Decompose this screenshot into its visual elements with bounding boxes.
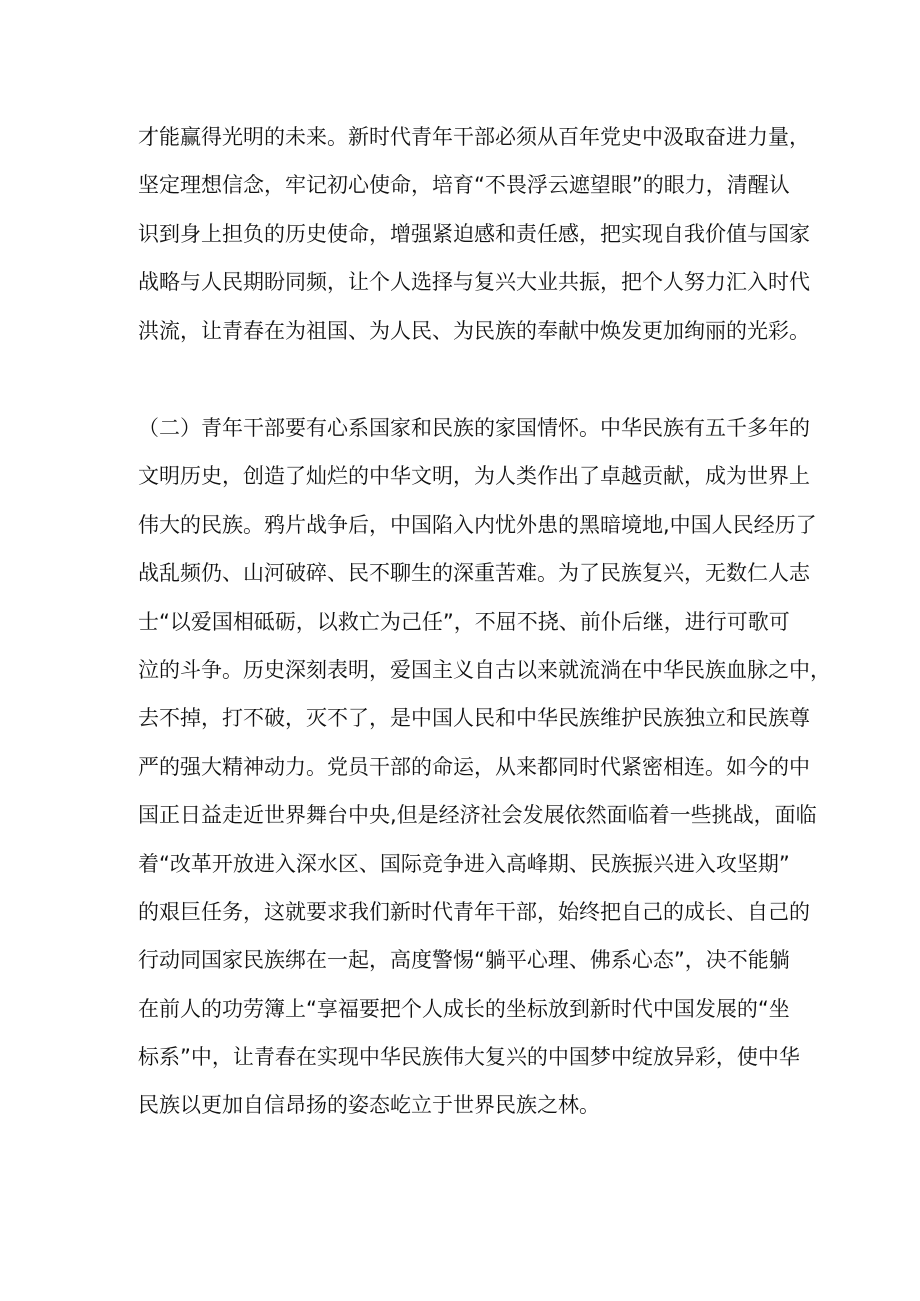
paragraph-1 xyxy=(138,113,810,355)
text-line: 伟大的民族。鸦片战争后，中国陷入内忧外患的黑暗境地,中国人民经历了 xyxy=(138,512,817,537)
text-line: 在前人的功劳簿上“享福要把个人成长的坐标放到新时代中国发展的“坐 xyxy=(138,996,790,1021)
text-line: 战略与人民期盼同频，让个人选择与复兴大业共振，把个人努力汇入时代 xyxy=(138,270,810,295)
text-line: 战乱频仍、山河破碎、民不聊生的深重苦难。为了民族复兴，无数仁人志 xyxy=(138,561,810,586)
text-line: 民族以更加自信昂扬的姿态屹立于世界民族之林。 xyxy=(138,1093,600,1118)
text-line: 行动同国家民族绑在一起，高度警惕“躺平心理、佛系心态”，决不能躺 xyxy=(138,948,790,973)
text-line: 洪流，让青春在为祖国、为人民、为民族的奉献中焕发更加绚丽的光彩。 xyxy=(138,318,810,343)
text-line: 严的强大精神动力。党员干部的命运，从来都同时代紧密相连。如今的中 xyxy=(138,754,810,779)
text-line: 士“以爱国相砥砺，以救亡为己任”，不屈不挠、前仆后继，进行可歌可 xyxy=(138,609,790,634)
text-line: （二）青年干部要有心系国家和民族的家国情怀。中华民族有五千多年的 xyxy=(138,416,810,440)
text-line: 坚定理想信念，牢记初心使命，培育“不畏浮云遮望眼”的眼力，清醒认 xyxy=(138,173,790,198)
text-line: 标系”中，让青春在实现中华民族伟大复兴的中国梦中绽放异彩，使中华 xyxy=(138,1045,800,1070)
text-line: 的艰巨任务，这就要求我们新时代青年干部，始终把自己的成长、自己的 xyxy=(138,899,810,924)
text-line: 识到身上担负的历史使命，增强紧迫感和责任感，把实现自我价值与国家 xyxy=(138,221,810,246)
paragraph-2 xyxy=(138,404,831,1130)
text-line: 文明历史，创造了灿烂的中华文明，为人类作出了卓越贡献，成为世界上 xyxy=(138,464,810,489)
text-line: 国正日益走近世界舞台中央,但是经济社会发展依然面临着一些挑战，面临 xyxy=(138,803,817,828)
text-line: 去不掉，打不破，灭不了，是中国人民和中华民族维护民族独立和民族尊 xyxy=(138,706,810,731)
text-line: 才能赢得光明的未来。新时代青年干部必须从百年党史中汲取奋进力量， xyxy=(138,125,810,149)
text-line: 着“改革开放进入深水区、国际竞争进入高峰期、民族振兴进入攻坚期” xyxy=(138,851,790,876)
text-line: 泣的斗争。历史深刻表明，爱国主义自古以来就流淌在中华民族血脉之中， xyxy=(138,657,831,682)
